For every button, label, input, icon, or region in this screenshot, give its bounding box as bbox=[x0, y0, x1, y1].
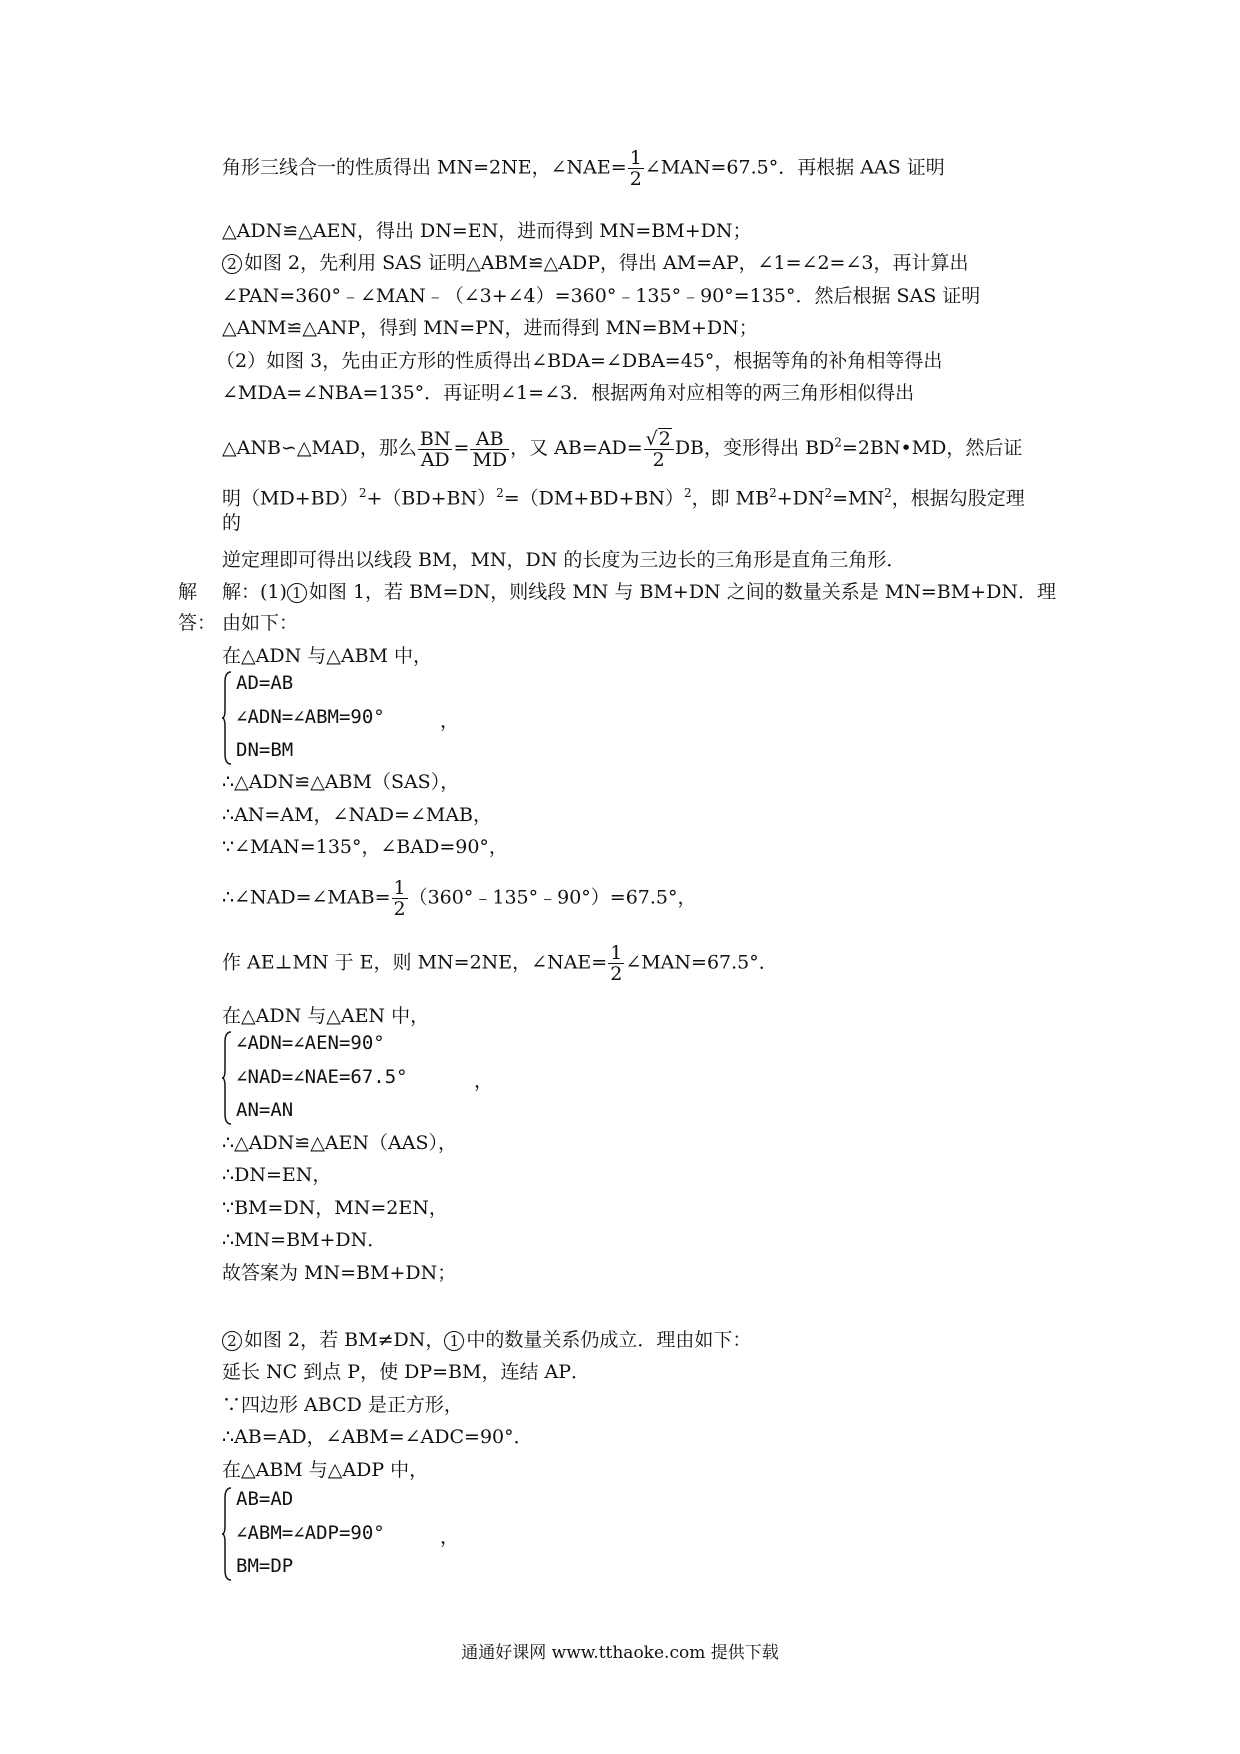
fraction bbox=[392, 878, 408, 919]
text: DB，变形得出 BD bbox=[674, 437, 835, 459]
analysis-line-10: 的 bbox=[222, 512, 242, 534]
answer-line-17: ∵四边形 ABCD 是正方形， bbox=[222, 1394, 463, 1416]
answer-line-2: 由如下： bbox=[222, 612, 299, 634]
circled-number: 2 bbox=[222, 254, 242, 274]
fraction-denominator: MD bbox=[472, 448, 508, 471]
analysis-line-8 bbox=[222, 428, 1022, 470]
answer-label-2: 答： bbox=[178, 612, 217, 634]
text: = bbox=[453, 437, 470, 459]
text: 角形三线合一的性质得出 MN=2NE，∠NAE= bbox=[222, 156, 627, 179]
analysis-line-3 bbox=[222, 250, 969, 276]
text: +（BD+BN） bbox=[366, 487, 497, 510]
sqrt-radicand: 2 bbox=[658, 428, 671, 450]
system-tail: ， bbox=[440, 1526, 460, 1548]
analysis-line-4: ∠PAN=360°﹣∠MAN﹣（∠3+∠4）=360°﹣135°﹣90°=135°．然后根据 SAS 证明 bbox=[222, 285, 981, 307]
text: =（DM+BD+BN） bbox=[503, 487, 684, 510]
system-row: ∠NAD=∠NAE=67.5° bbox=[236, 1066, 408, 1088]
left-brace-icon bbox=[222, 1030, 232, 1126]
circled-number: 2 bbox=[222, 1331, 242, 1351]
fraction-denominator: 2 bbox=[652, 449, 665, 471]
system-row: BM=DP bbox=[236, 1555, 294, 1577]
answer-line-1 bbox=[222, 579, 1056, 605]
text: 如图 2，先利用 SAS 证明△ABM≌△ADP，得出 AM=AP，∠1=∠2=∠3，再计算出 bbox=[244, 252, 969, 274]
answer-line-3: 在△ADN 与△ABM 中， bbox=[222, 645, 433, 667]
system-row: AB=AD bbox=[236, 1488, 294, 1510]
answer-line-6: ∵∠MAN=135°，∠BAD=90°， bbox=[222, 836, 508, 858]
analysis-line-9 bbox=[222, 480, 1025, 511]
answer-line-19: 在△ABM 与△ADP 中， bbox=[222, 1459, 429, 1481]
superscript: 2 bbox=[824, 486, 833, 500]
system-row: ∠ADN=∠AEN=90° bbox=[236, 1032, 385, 1054]
answer-line-4: ∴△ADN≌△ABM（SAS）， bbox=[222, 771, 460, 793]
fraction bbox=[628, 148, 644, 189]
text: +DN bbox=[776, 487, 825, 510]
fraction bbox=[644, 428, 674, 470]
fraction-numerator: AB bbox=[470, 429, 509, 450]
system-row: AN=AN bbox=[236, 1099, 294, 1121]
analysis-line-6: （2）如图 3，先由正方形的性质得出∠BDA=∠DBA=45°，根据等角的补角相等得出 bbox=[216, 350, 943, 372]
text: ，又 AB=AD= bbox=[510, 437, 643, 459]
superscript: 2 bbox=[496, 486, 504, 500]
analysis-line-1 bbox=[222, 148, 945, 189]
fraction-denominator: 2 bbox=[393, 898, 406, 920]
text: ，即 MB bbox=[691, 487, 770, 510]
analysis-line-11: 逆定理即可得出以线段 BM，MN，DN 的长度为三边长的三角形是直角三角形． bbox=[222, 549, 906, 571]
analysis-line-7: ∠MDA=∠NBA=135°．再证明∠1=∠3．根据两角对应相等的两三角形相似得出 bbox=[222, 382, 915, 404]
analysis-line-2: △ADN≌△AEN，得出 DN=EN，进而得到 MN=BM+DN； bbox=[222, 220, 752, 242]
text: =MN bbox=[832, 487, 885, 510]
text: 如图 2，若 BM≠DN， bbox=[244, 1329, 445, 1351]
left-brace-icon bbox=[222, 670, 232, 766]
fraction bbox=[608, 943, 624, 984]
fraction bbox=[418, 429, 453, 470]
system-row: AD=AB bbox=[236, 672, 294, 694]
answer-line-11: ∴DN=EN， bbox=[222, 1164, 332, 1186]
text: 中的数量关系仍成立．理由如下： bbox=[466, 1329, 752, 1351]
text: △ANB∽△MAD，那么 bbox=[222, 437, 417, 459]
fraction-numerator: 1 bbox=[629, 147, 642, 169]
fraction-denominator: 2 bbox=[629, 168, 642, 190]
answer-line-16: 延长 NC 到点 P，使 DP=BM，连结 AP． bbox=[222, 1361, 591, 1383]
fraction-numerator: 1 bbox=[610, 942, 623, 964]
fraction-numerator: √2 bbox=[644, 428, 674, 450]
superscript: 2 bbox=[769, 486, 777, 500]
text: 如图 1，若 BM=DN，则线段 MN 与 BM+DN 之间的数量关系是 MN=BM+DN．理 bbox=[308, 581, 1056, 603]
text: =2BN•MD，然后证 bbox=[841, 437, 1023, 459]
fraction-numerator: 1 bbox=[393, 877, 406, 899]
system-row: ∠ADN=∠ABM=90° bbox=[236, 706, 385, 728]
system-tail: ， bbox=[440, 710, 460, 732]
text: （360°﹣135°﹣90°）=67.5°， bbox=[408, 886, 697, 909]
text: ∠MAN=67.5°．再根据 AAS 证明 bbox=[644, 156, 945, 179]
answer-line-14: 故答案为 MN=BM+DN； bbox=[222, 1262, 457, 1284]
answer-line-13: ∴MN=BM+DN． bbox=[222, 1229, 387, 1251]
superscript: 2 bbox=[683, 486, 692, 500]
answer-line-18: ∴AB=AD，∠ABM=∠ADC=90°． bbox=[222, 1426, 533, 1448]
fraction bbox=[470, 429, 509, 470]
page-footer: 通通好课网 www.tthaoke.com 提供下载 bbox=[461, 1643, 779, 1663]
answer-line-12: ∵BM=DN，MN=2EN， bbox=[222, 1197, 448, 1219]
text: ∴∠NAD=∠MAB= bbox=[222, 886, 391, 909]
circled-number: 1 bbox=[444, 1331, 464, 1351]
answer-line-9: 在△ADN 与△AEN 中， bbox=[222, 1005, 430, 1027]
left-brace-icon bbox=[222, 1486, 232, 1582]
circled-number: 1 bbox=[287, 583, 307, 603]
superscript: 2 bbox=[358, 486, 367, 500]
system-row: DN=BM bbox=[236, 739, 294, 761]
text: ，根据勾股定理 bbox=[891, 487, 1025, 510]
answer-label-1: 解 bbox=[178, 581, 198, 603]
answer-line-7 bbox=[222, 878, 697, 919]
text: 明（MD+BD） bbox=[222, 487, 359, 510]
answer-line-10: ∴△ADN≌△AEN（AAS）， bbox=[222, 1132, 457, 1154]
analysis-line-5: △ANM≌△ANP，得到 MN=PN，进而得到 MN=BM+DN； bbox=[222, 317, 758, 339]
superscript: 2 bbox=[884, 486, 892, 500]
text: ∠MAN=67.5°． bbox=[625, 951, 778, 974]
fraction-denominator: 2 bbox=[610, 963, 623, 985]
system-tail: ， bbox=[474, 1070, 494, 1092]
system-row: ∠ABM=∠ADP=90° bbox=[236, 1522, 385, 1544]
text: 解：(1) bbox=[222, 581, 287, 603]
superscript: 2 bbox=[834, 435, 842, 450]
answer-line-15 bbox=[222, 1327, 751, 1353]
fraction-numerator: BN bbox=[419, 427, 451, 450]
answer-line-5: ∴AN=AM，∠NAD=∠MAB， bbox=[222, 804, 493, 826]
fraction-denominator: AD bbox=[420, 448, 450, 471]
answer-line-8 bbox=[222, 943, 778, 984]
text: 作 AE⊥MN 于 E，则 MN=2NE，∠NAE= bbox=[222, 951, 608, 974]
